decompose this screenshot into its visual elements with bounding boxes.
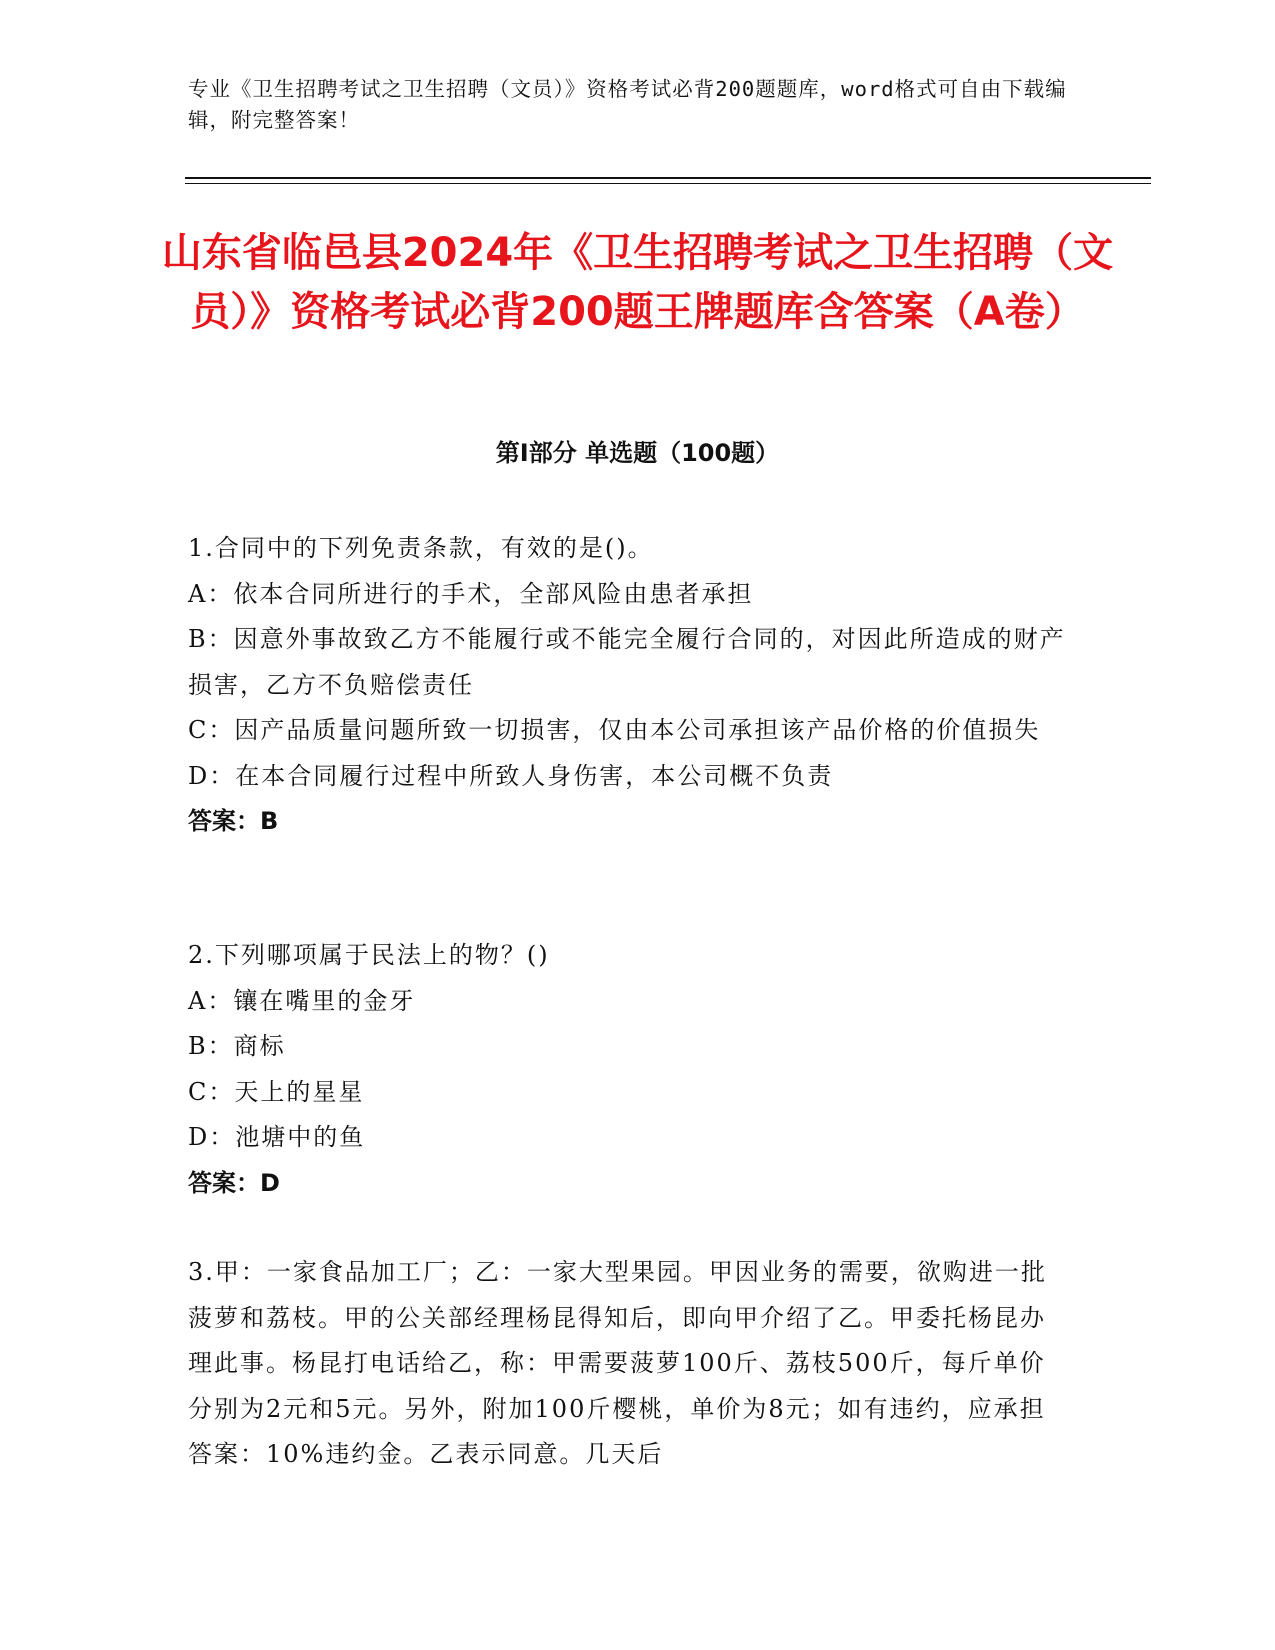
option-d: D：池塘中的鱼 — [188, 1123, 366, 1151]
question-stem: 3.甲：一家食品加工厂；乙：一家大型果园。甲因业务的需要，欲购进一批菠萝和荔枝。甲的公关部经理杨昆得知后，即向甲介绍了乙。甲委托杨昆办理此事。杨昆打电话给乙，称：甲需要菠萝100斤、荔枝500斤，每斤单价分别为2元和5元。另外，附加100斤樱桃，单价为8元；如有违约，应承担答案：10%违约金。乙表示同意。几天后 — [188, 1258, 1047, 1468]
option-d: D：在本合同履行过程中所致人身伤害，本公司概不负责 — [188, 761, 834, 790]
question-stem: 1.合同中的下列免责条款，有效的是()。 — [188, 534, 654, 562]
question-stem: 2.下列哪项属于民法上的物？() — [188, 941, 550, 969]
option-c: C：天上的星星 — [188, 1077, 365, 1106]
option-a: A：依本合同所进行的手术，全部风险由患者承担 — [188, 579, 754, 608]
answer-line: 答案：D — [188, 1168, 280, 1197]
question-2 — [188, 933, 1068, 1206]
question-1 — [188, 526, 1068, 845]
answer-line: 答案：B — [188, 807, 279, 835]
header-divider-thick — [185, 177, 1151, 179]
question-3 — [188, 1250, 1068, 1478]
option-c: C：因产品质量问题所致一切损害，仅由本公司承担该产品价格的价值损失 — [188, 716, 1041, 744]
option-b: B：因意外事故致乙方不能履行或不能完全履行合同的，对因此所造成的财产损害，乙方不负赔偿责任 — [188, 625, 1066, 699]
header-divider-thin — [185, 183, 1151, 184]
header-note: 专业《卫生招聘考试之卫生招聘（文员）》资格考试必背200题题库，word格式可自由下载编辑，附完整答案！ — [188, 77, 1067, 132]
option-b: B：商标 — [188, 1032, 286, 1060]
document-title: 山东省临邑县2024年《卫生招聘考试之卫生招聘（文员）》资格考试必背200题王牌题库含答案（A卷） — [161, 230, 1114, 335]
option-a: A：镶在嘴里的金牙 — [188, 986, 416, 1015]
section-heading: 第Ⅰ部分 单选题（100题） — [495, 439, 780, 467]
